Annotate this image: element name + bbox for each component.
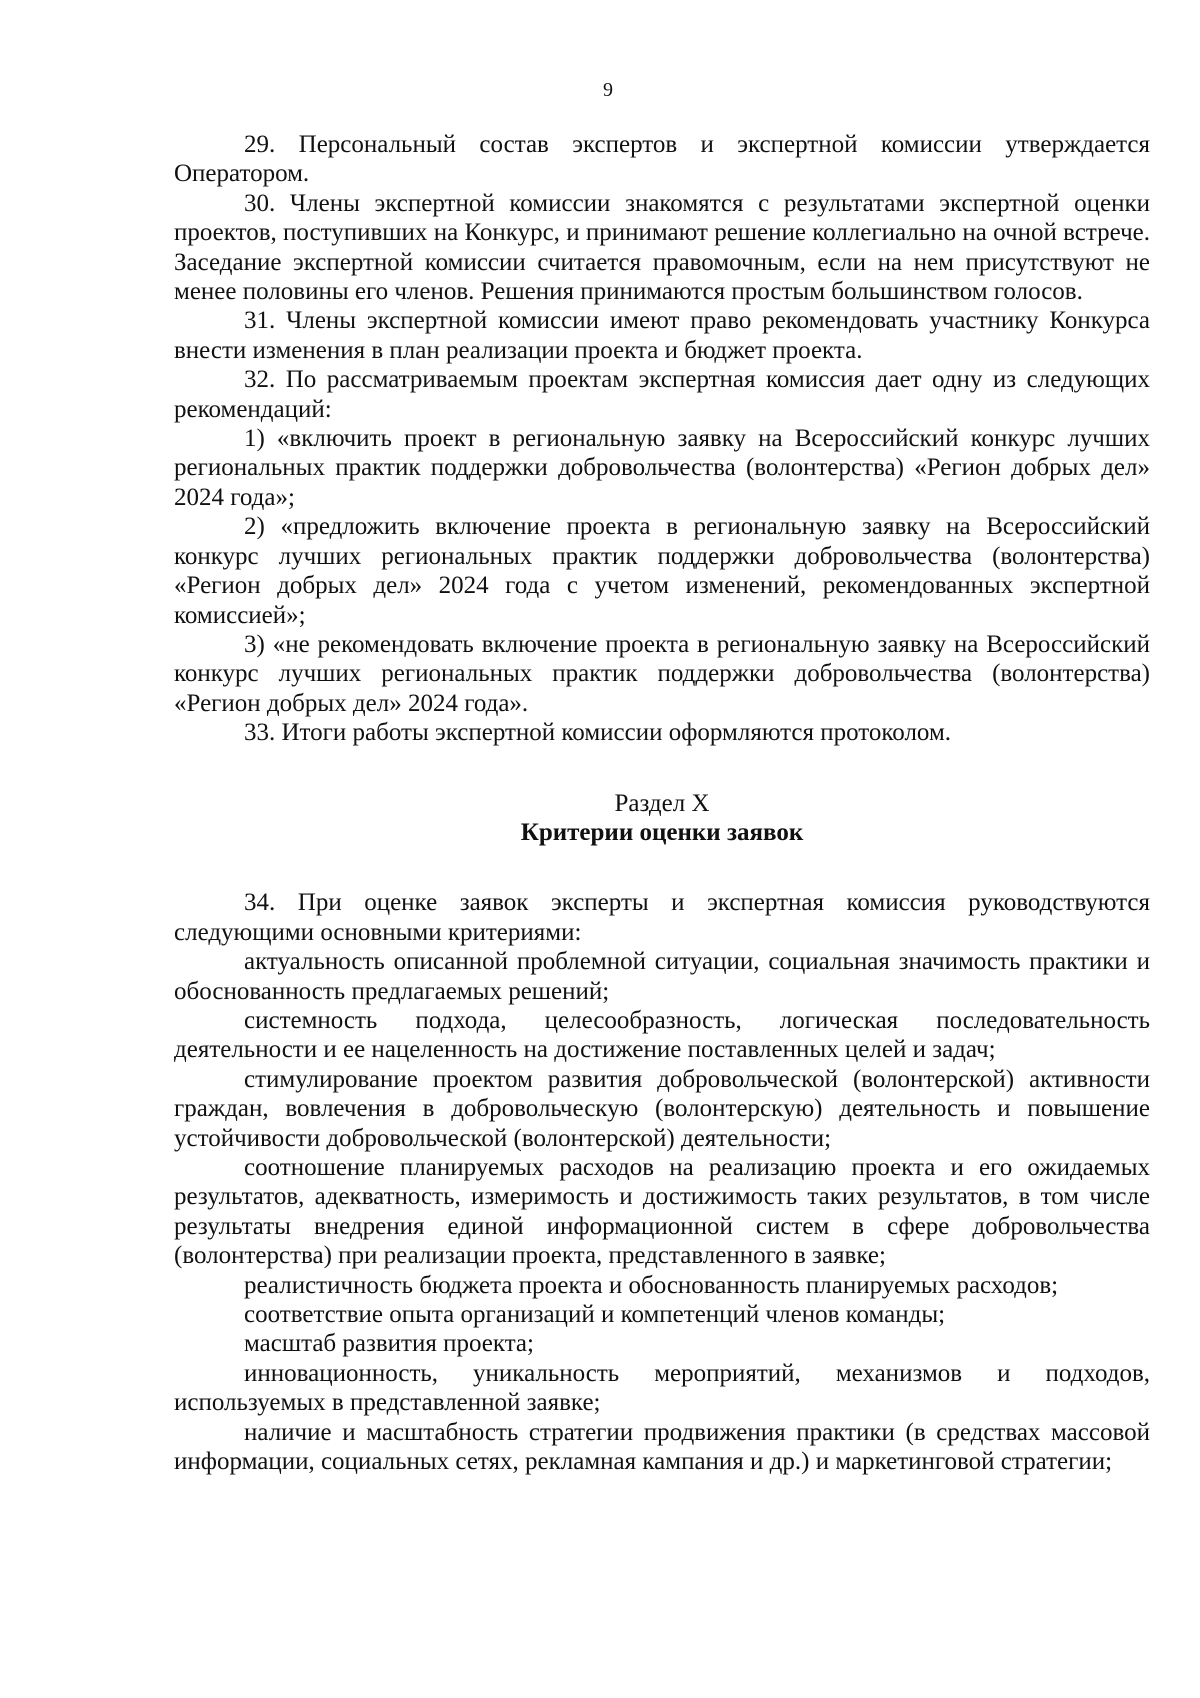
paragraph-29: 29. Персональный состав экспертов и экспертной комиссии утверждается Оператором. xyxy=(174,131,1150,188)
criterion-budget-realism: реалистичность бюджета проекта и обоснованность планируемых расходов; xyxy=(244,1271,1059,1299)
paragraph-31: 31. Члены экспертной комиссии имеют право рекомендовать участнику Конкурса внести изменения в план реализации проекта и бюджет проекта. xyxy=(174,307,1150,364)
criterion-relevance: актуальность описанной проблемной ситуации, социальная значимость практики и обоснованность предлагаемых решений; xyxy=(174,948,1150,1005)
page-number: 9 xyxy=(603,79,613,101)
document-body xyxy=(174,130,1150,1476)
criterion-team-experience: соответствие опыта организаций и компетенций членов команды; xyxy=(244,1301,946,1329)
criterion-systematic-approach: системность подхода, целесообразность, логическая последовательность деятельности и ее нацеленность на достижение поставленных целей и задач; xyxy=(174,1006,1150,1064)
criterion-project-scale: масштаб развития проекта; xyxy=(244,1330,534,1358)
recommendation-3: 3) «не рекомендовать включение проекта в региональную заявку на Всероссийский конкурс лучших региональных практик поддержки добровольчества (волонтерства) «Регион добрых дел» 2024 года». xyxy=(174,630,1150,717)
criterion-innovation: инновационность, уникальность мероприятий, механизмов и подходов, используемых в представленной заявке; xyxy=(174,1359,1150,1417)
section-title: Критерии оценки заявок xyxy=(520,818,804,846)
paragraph-33: 33. Итоги работы экспертной комиссии оформляются протоколом. xyxy=(244,719,952,747)
recommendation-1: 1) «включить проект в региональную заявку на Всероссийский конкурс лучших региональных практик поддержки добровольчества (волонтерства) «Регион добрых дел» 2024 года»; xyxy=(174,425,1150,511)
paragraph-34: 34. При оценке заявок эксперты и экспертная комиссия руководствуются следующими основными критериями: xyxy=(174,889,1150,946)
paragraph-30: 30. Члены экспертной комиссии знакомятся с результатами экспертной оценки проектов, поступивших на Конкурс, и принимают решение коллегиально на очной встрече. Заседание экспертной комиссии считается правомочным, если на нем присутствуют не менее половины его членов. Решения принимаются простым большинством голосов. xyxy=(174,189,1150,306)
criterion-volunteer-activity: стимулирование проектом развития добровольческой (волонтерской) активности граждан, вовлечения в добровольческую (волонтерскую) деятельность и повышение устойчивости добровольческой (волонтерской) деятельности; xyxy=(174,1065,1150,1152)
section-label: Раздел X xyxy=(614,789,710,817)
recommendation-2: 2) «предложить включение проекта в региональную заявку на Всероссийский конкурс лучших региональных практик поддержки добровольчества (волонтерства) «Регион добрых дел» 2024 года с учетом изменений, рекомендованных экспертной комиссией»; xyxy=(174,513,1150,629)
paragraph-32: 32. По рассматриваемым проектам экспертная комиссия дает одну из следующих рекомендаций: xyxy=(174,366,1150,423)
criterion-promotion-strategy: наличие и масштабность стратегии продвижения практики (в средствах массовой информации, социальных сетях, рекламная кампания и др.) и маркетинговой стратегии; xyxy=(174,1418,1150,1476)
criterion-cost-results: соотношение планируемых расходов на реализацию проекта и его ожидаемых результатов, адекватность, измеримость и достижимость таких результатов, в том числе результаты внедрения единой информационной систем в сфере добровольчества (волонтерства) при реализации проекта, представленного в заявке; xyxy=(174,1154,1150,1270)
